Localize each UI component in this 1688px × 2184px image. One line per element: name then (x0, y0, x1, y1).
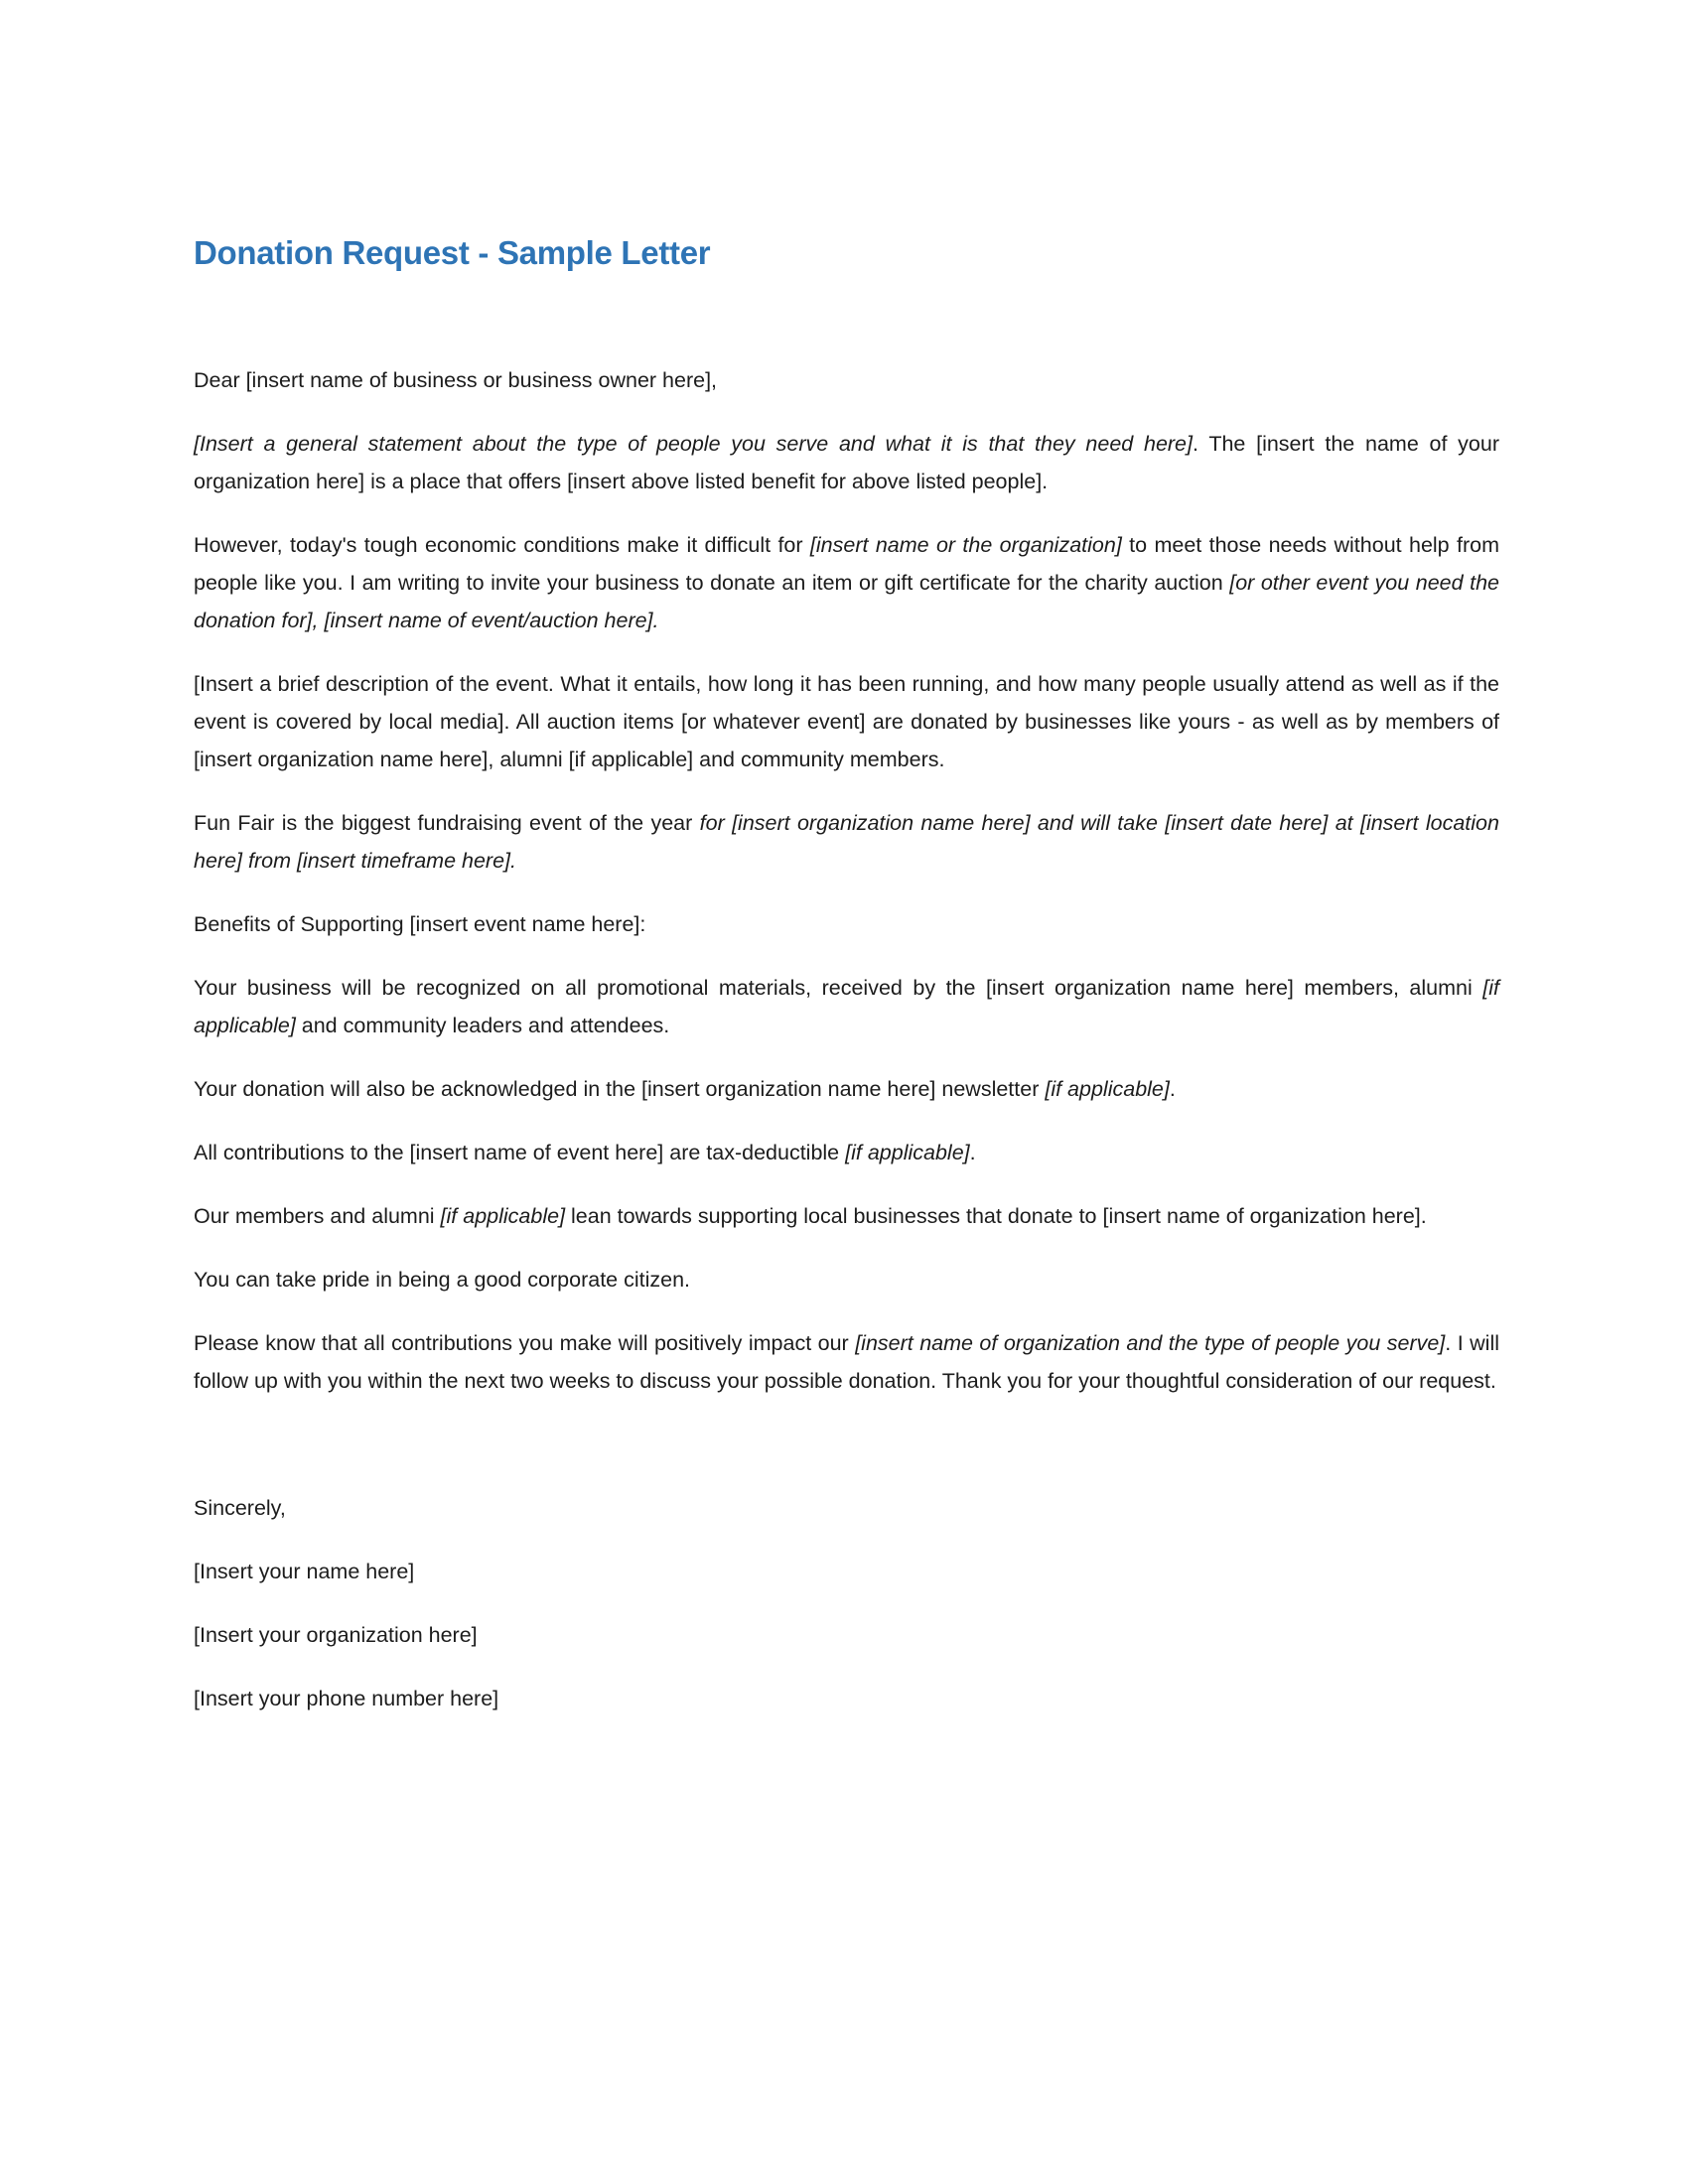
empty-line (194, 1426, 1499, 1463)
letter-paragraph (194, 1134, 1499, 1171)
letter-paragraph (194, 1324, 1499, 1400)
letter-paragraph (194, 665, 1499, 778)
document-title: Donation Request - Sample Letter (194, 234, 711, 271)
letter-paragraph (194, 1261, 1499, 1298)
letter-paragraph (194, 1489, 1499, 1527)
letter-paragraph (194, 425, 1499, 500)
italic-text-run: [if applicable] (845, 1141, 970, 1164)
text-run: [Insert your phone number here] (194, 1687, 499, 1710)
letter-paragraph (194, 1553, 1499, 1590)
text-run: [Insert your name here] (194, 1560, 415, 1583)
letter-paragraph (194, 969, 1499, 1044)
text-run: Dear [insert name of business or business owner here], (194, 368, 718, 392)
letter-paragraph (194, 361, 1499, 399)
text-run: and community leaders and attendees. (295, 1014, 670, 1037)
text-run: Your business will be recognized on all promotional materials, received by the [insert organization name here] members, alumni (194, 976, 1483, 1000)
text-run: . The [insert the name of your organization here] is a place that offers [insert above listed benefit for above listed people]. (194, 432, 1500, 493)
text-run: . I will follow up with you within the next two weeks to discuss your possible donation. Thank you for your thoughtful consideration of our request. (194, 1331, 1500, 1393)
letter-paragraph (194, 1070, 1499, 1108)
text-run: Fun Fair is the biggest fundraising event of the year (194, 811, 700, 835)
letter-paragraph (194, 1680, 1499, 1717)
text-run: . (969, 1141, 976, 1164)
text-run: However, today's tough economic conditions make it difficult for (194, 533, 810, 557)
italic-text-run: [or other event you need the donation for], [insert name of event/auction here]. (194, 571, 1499, 632)
text-run: Sincerely, (194, 1496, 286, 1520)
text-run: All contributions to the [insert name of event here] are tax-deductible (194, 1141, 846, 1164)
text-run: [Insert your organization here] (194, 1623, 478, 1647)
letter-paragraph (194, 1197, 1499, 1235)
text-run: Your donation will also be acknowledged in the [insert organization name here] newsletter (194, 1077, 1046, 1101)
letter-paragraph (194, 804, 1499, 880)
text-run: Our members and alumni (194, 1204, 441, 1228)
text-run: You can take pride in being a good corporate citizen. (194, 1268, 691, 1292)
text-run: Benefits of Supporting [insert event name here]: (194, 912, 646, 936)
italic-text-run: for [insert organization name here] and will take [insert date here] at [insert location here] from [insert timeframe here]. (194, 811, 1499, 873)
text-run: Please know that all contributions you make will positively impact our (194, 1331, 856, 1355)
italic-text-run: [insert name of organization and the type of people you serve] (855, 1331, 1446, 1355)
letter-paragraph (194, 1616, 1499, 1654)
letter-paragraph (194, 905, 1499, 943)
italic-text-run: [insert name or the organization] (809, 533, 1122, 557)
italic-text-run: [if applicable] (194, 976, 1499, 1037)
letter-paragraph (194, 526, 1499, 639)
letter-body (194, 361, 1499, 1717)
italic-text-run: [if applicable] (440, 1204, 566, 1228)
text-run: [Insert a brief description of the event. What it entails, how long it has been running, and how many people usually attend as well as if the event is covered by local media]. All auction items [or whatever event] are donated by businesses like yours - as well as by members of [insert organization name here], alumni [if applicable] and community members. (194, 672, 1499, 771)
italic-text-run: [Insert a general statement about the type of people you serve and what it is that they need here] (194, 432, 1193, 456)
text-run: lean towards supporting local businesses that donate to [insert name of organization here]. (565, 1204, 1427, 1228)
italic-text-run: [if applicable] (1045, 1077, 1170, 1101)
text-run: to meet those needs without help from people like you. I am writing to invite your business to donate an item or gift certificate for the charity auction (194, 533, 1499, 595)
text-run: . (1169, 1077, 1176, 1101)
